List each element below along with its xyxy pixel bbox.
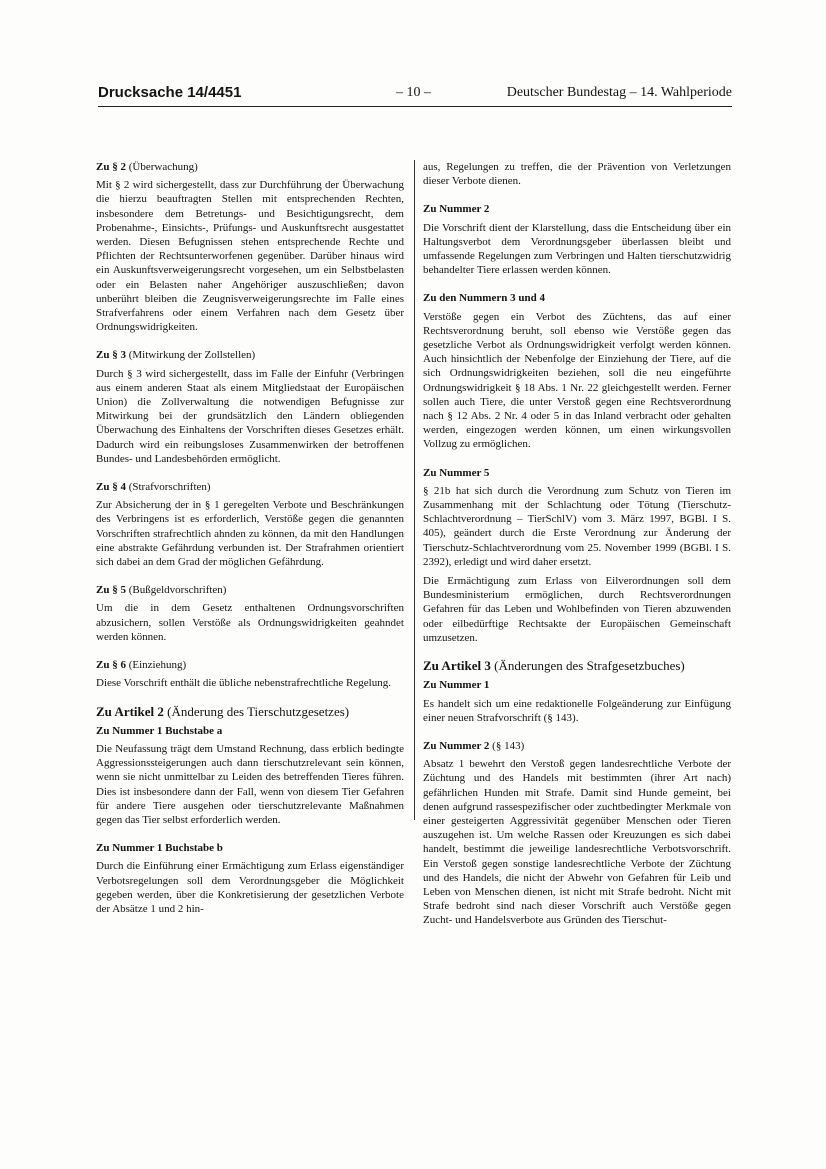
section-continuation	[423, 160, 731, 188]
section-zu-paragraph-5	[96, 583, 404, 644]
section-text: § 21b hat sich durch die Verordnung zum Schutz von Tieren im Zusammenhang mit der Schlachtung oder Tötung (Tierschutz-Schlachtverordnung – TierSchlV) vom 3. März 1997, BGBl. I S. 405), geändert durch die Erste Verordnung zur Änderung der Tierschutz-Schlachtverordnung vom 25. November 1999 (BGBl. I S. 2392), erledigt und wird daher ersetzt.	[423, 484, 731, 568]
section-text: Verstöße gegen ein Verbot des Züchtens, das auf einer Rechtsverordnung beruht, soll ebenso wie Verstöße gegen das gesetzliche Verbot als Ordnungswidrigkeit verfolgt werden können. Auch hinsichtlich der Nebenfolge der Einziehung der Tiere, auf die sich Ordnungswidrigkeiten beziehen, soll die neu eingeführte Ordnungswidrigkeit § 18 Abs. 1 Nr. 22 gleichgestellt werden. Ferner sollen auch Tiere, die unter Verstoß gegen eine Rechtsverordnung nach § 12 Abs. 2 Nr. 4 oder 5 in das Inland verbracht oder gehalten werden, eingezogen werden können, um einen wirkungsvollen Vollzug zu ermöglichen.	[423, 310, 731, 451]
right-column	[423, 160, 731, 942]
section-nummer-1b	[96, 841, 404, 916]
article-heading: Zu Artikel 2 (Änderung des Tierschutzgesetzes)	[96, 703, 350, 719]
column-divider	[414, 160, 415, 820]
page-header	[98, 84, 732, 107]
section-nummer-5	[423, 466, 731, 645]
page-number: – 10 –	[396, 85, 431, 100]
section-artikel-3-nummer-1	[423, 659, 731, 725]
section-heading: Zu Nummer 5	[423, 466, 490, 479]
section-heading: Zu Nummer 1	[423, 679, 490, 692]
section-heading: Zu § 5 (Bußgeldvorschriften)	[96, 584, 227, 597]
publisher-name: Deutscher Bundestag – 14. Wahlperiode	[506, 85, 732, 100]
section-artikel-2-nummer-1a	[96, 705, 404, 828]
document-number: Drucksache 14/4451	[98, 84, 242, 101]
section-heading: Zu § 2 (Überwachung)	[96, 161, 198, 173]
section-text: Die Vorschrift dient der Klarstellung, dass die Entscheidung über ein Haltungsverbot dem Verordnungsgeber überlassen bleibt und umfassende Regelungen zum Verbringen und Halten tierschutzwidrig behandelter Tiere erlassen werden können.	[423, 221, 731, 277]
section-zu-paragraph-2	[96, 160, 404, 334]
section-text: Durch § 3 wird sichergestellt, dass im Falle der Einfuhr (Verbringen aus einem anderen Staat als einem Mitgliedstaat der Europäischen Union) die Zollverwaltung die notwendigen Befugnisse zur Mitwirkung bei der grundsätzlich den Ländern obliegenden Überwachung des Einhaltens der Vorschriften dieses Gesetzes erhält. Dadurch wird ein reibungsloses Zusammenwirken der betroffenen Bundes- und Landesbehörden ermöglicht.	[96, 367, 404, 465]
section-text: Um die in dem Gesetz enthaltenen Ordnungsvorschriften abzusichern, sollen Verstöße als Ordnungswidrigkeiten geahndet werden können.	[96, 602, 404, 643]
section-text: Absatz 1 bewehrt den Verstoß gegen landesrechtliche Verbote der Züchtung und des Handels mit bestimmten (ihrer Art nach) gefährlichen Hunden mit Strafe. Damit sind Hunde gemeint, bei denen aufgrund rassespezifischer oder zuchtbedingter Merkmale von einer gesteigerten Aggressivität gegenüber Menschen oder Tieren auszugehen ist. Um welche Rassen oder Kreuzungen es sich dabei handelt, bestimmt die jeweilige landesrechtliche Verbotsvorschrift. Ein Verstoß gegen sonstige landesrechtliche Verbote der Züchtung und des Handels, die nicht der Abwehr von Gefahren für Leib und Leben von Menschen dienen, ist nicht mit Strafe bedroht. Nicht mit Strafe bedroht sind nach dieser Vorschrift auch Verstöße gegen Zucht- und Handelsverbote aus Gründen des Tierschut-	[423, 758, 731, 927]
section-heading: Zu Nummer 2 (§ 143)	[423, 739, 525, 752]
section-text: Diese Vorschrift enthält die übliche nebenstrafrechtliche Regelung.	[96, 677, 391, 690]
section-nummern-3-und-4	[423, 291, 731, 451]
section-heading: Zu § 4 (Strafvorschriften)	[96, 481, 211, 494]
section-nummer-2-paragraph-143	[423, 739, 731, 928]
section-heading: Zu § 6 (Einziehung)	[96, 659, 187, 672]
section-heading: Zu Nummer 2	[423, 203, 490, 216]
section-text: Die Neufassung trägt dem Umstand Rechnung, dass erblich bedingte Aggressionssteigerungen auch dann tierschutzrelevant sein können, wenn sie nicht unmittelbar zu Leiden des betreffenden Tieres führen. Dies ist insbesondere dann der Fall, wenn von diesem Tier Gefahren für andere Tiere ausgehen oder tierschutzrelevante Maßnahmen gegen das Tier selbst erforderlich werden.	[96, 742, 404, 826]
section-heading: Zu den Nummern 3 und 4	[423, 292, 545, 305]
section-zu-paragraph-4	[96, 480, 404, 569]
section-heading: Zu Nummer 1 Buchstabe b	[96, 842, 223, 855]
section-text-2: Die Ermächtigung zum Erlass von Eilverordnungen soll dem Bundesministerium ermöglichen, durch Rechtsverordnungen Gefahren für das Leben und Wohlbefinden von Tieren abzuwenden oder eilbedürftige Rechtsakte der Europäischen Gemeinschaft umzusetzen.	[423, 575, 731, 644]
section-text: Mit § 2 wird sichergestellt, dass zur Durchführung der Überwachung die hierzu beauftragten Stellen mit entsprechenden Rechten, insbesondere dem Betretungs- und Besichtigungsrecht, dem Probenahme-, Einsichts-, Prüfungs- und Auskunftsrecht ausgestattet werden. Diesen Befugnissen stehen entsprechende Rechte und Pflichten der Rechtsunterworfenen gegenüber. Darüber hinaus wird ein Auskunftsverweigerungsrecht vorgesehen, um ein Selbstbelasten oder ein Belasten naher Angehöriger auszuschließen; davon unberührt bleiben die Zeugnisverweigerungsrechte im Falle eines Strafverfahrens oder einem Verfahren nach dem Gesetz über Ordnungswidrigkeiten.	[96, 179, 404, 334]
section-zu-paragraph-3	[96, 348, 404, 466]
section-heading: Zu § 3 (Mitwirkung der Zollstellen)	[96, 349, 256, 362]
section-text: Zur Absicherung der in § 1 geregelten Verbote und Beschränkungen des Verbringens ist es erforderlich, Verstöße gegen die genannten Vorschriften strafrechtlich ahnden zu können, da mit den Handlungen eine abstrakte Gefährdung verbunden ist. Der Strafrahmen orientiert sich dabei an dem Grad der möglichen Gefährdung.	[96, 499, 404, 569]
section-text: Durch die Einführung einer Ermächtigung zum Erlass eigenständiger Verbotsregelungen soll dem Verordnungsgeber die Möglichkeit gegeben werden, über die Konkretisierung der gesetzlichen Verbote der Absätze 1 und 2 hin-	[96, 860, 404, 915]
section-heading: Zu Nummer 1 Buchstabe a	[96, 724, 223, 737]
section-zu-paragraph-6	[96, 658, 404, 690]
left-column	[96, 160, 404, 930]
section-text: Es handelt sich um eine redaktionelle Folgeänderung zur Einfügung einer neuen Strafvorschrift (§ 143).	[423, 697, 731, 724]
section-nummer-2	[423, 202, 731, 277]
article-heading: Zu Artikel 3 (Änderungen des Strafgesetzbuches)	[423, 658, 685, 674]
section-text: aus, Regelungen zu treffen, die der Prävention von Verletzungen dieser Verbote dienen.	[423, 161, 731, 188]
